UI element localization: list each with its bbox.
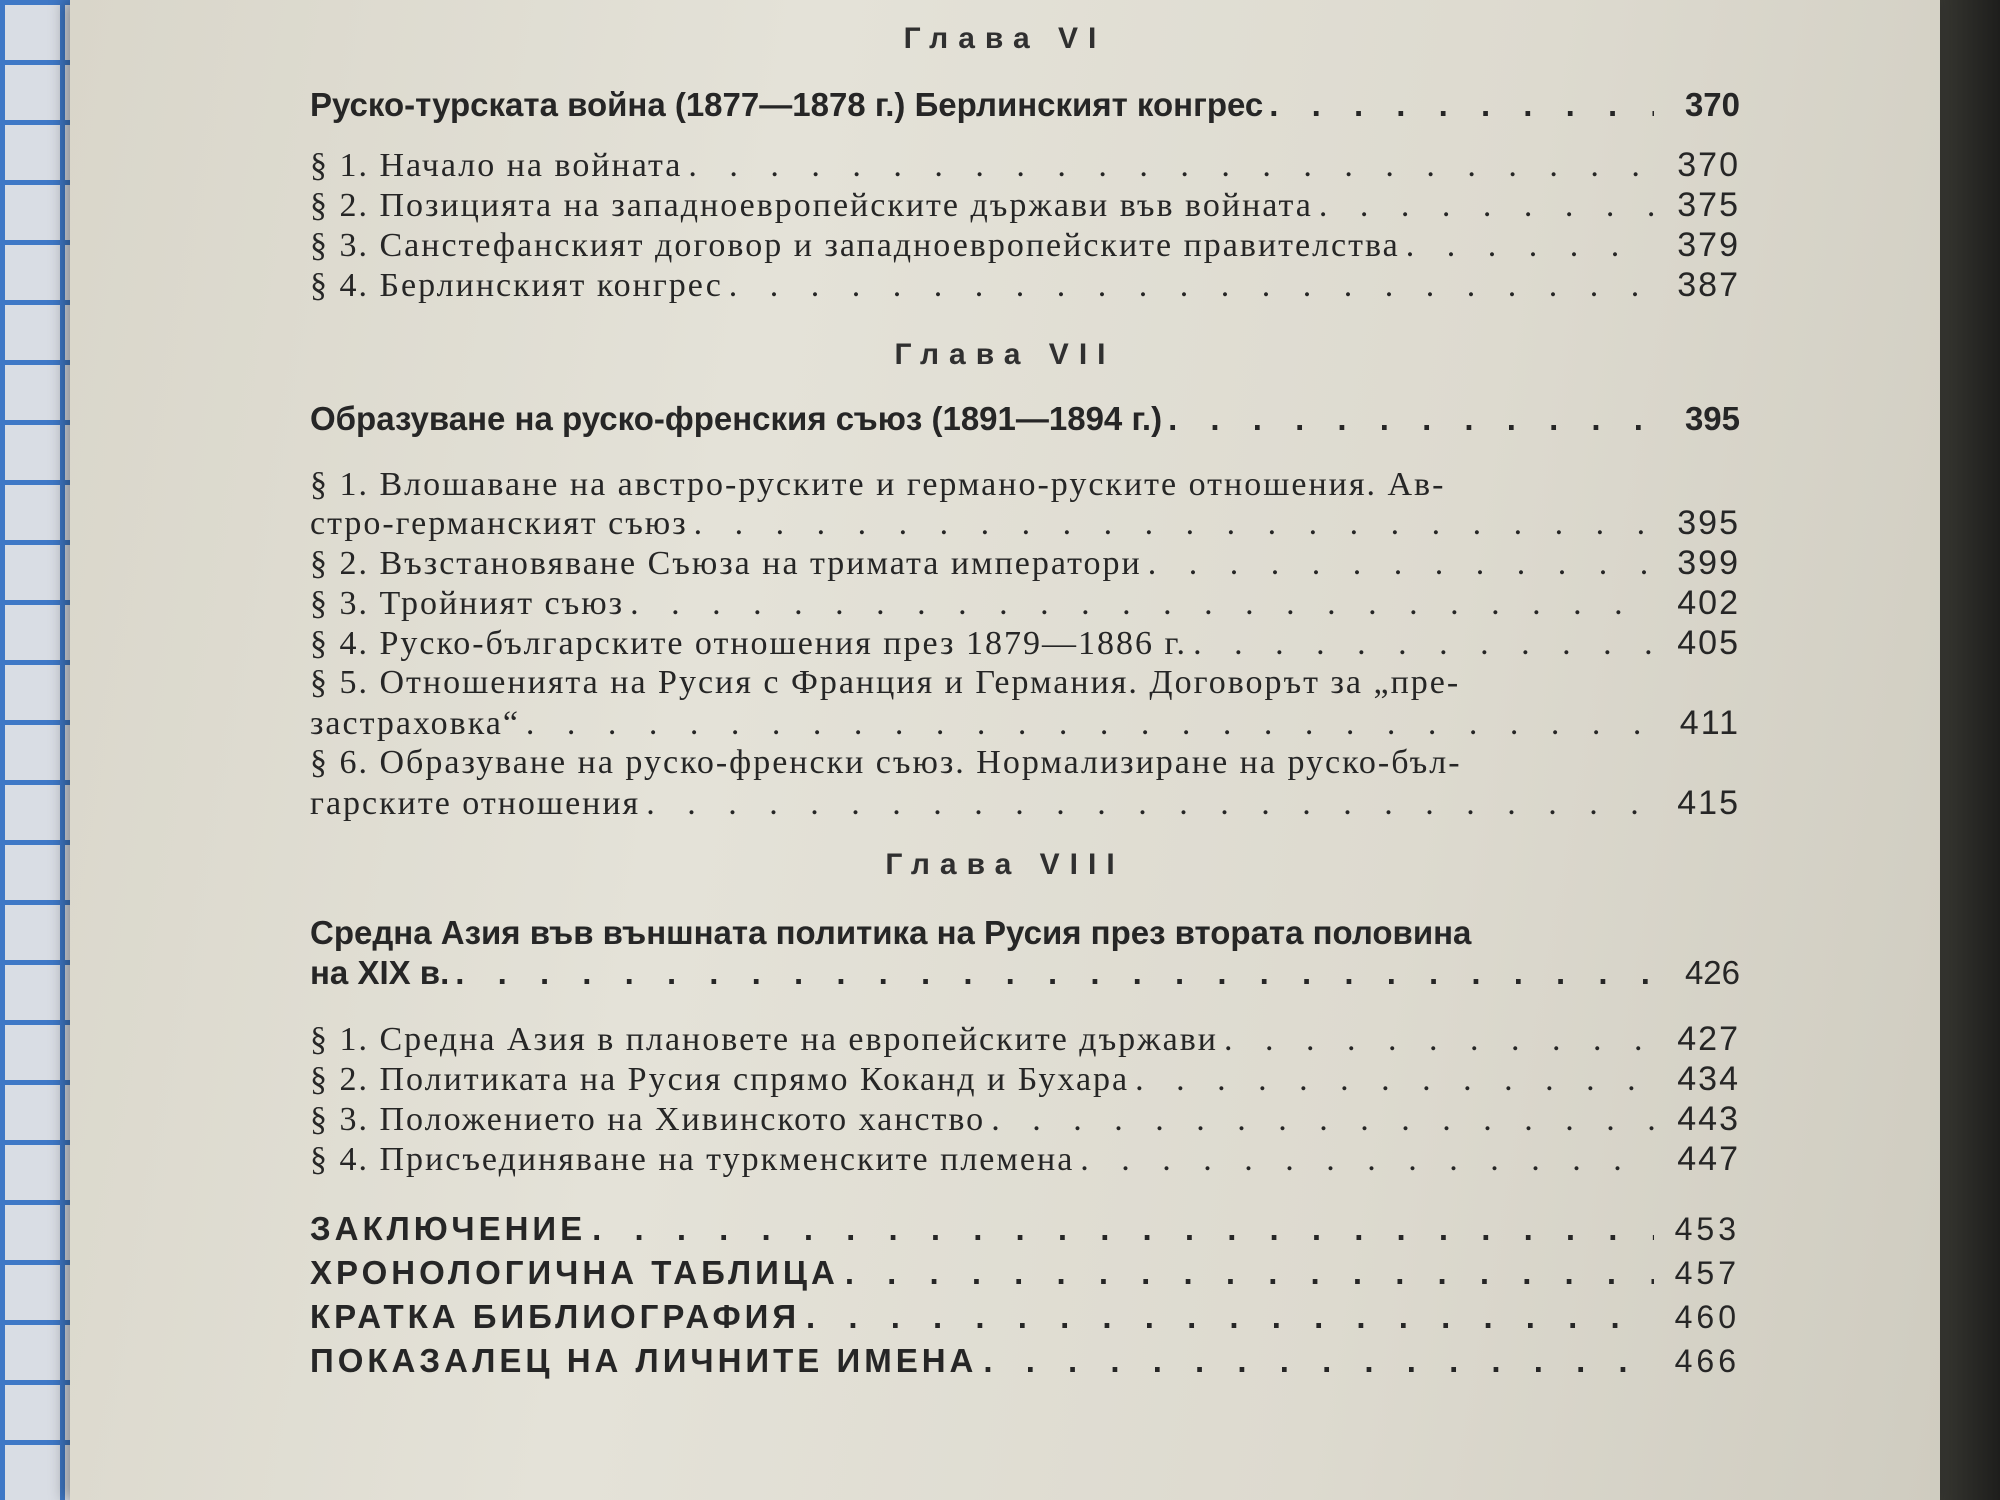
chapter-7-page: 395 (1684, 400, 1740, 437)
toc-entry: § 6. Образуване на руско-френски съюз. Нормализиране на руско-бъл- гарските отношения . . . 415 (310, 744, 1740, 824)
toc-entry: § 4. Присъединяване на туркменските племена . . . 447 (310, 1140, 1740, 1180)
chapter-8-title-line1: Средна Азия във външната политика на Русия през втората половина (310, 914, 1472, 951)
chapter-8-label: Глава VIII (885, 848, 1125, 881)
toc-entry: § 3. Тройният съюз . . . 402 (310, 584, 1740, 624)
toc-entry: § 1. Влошаване на австро-руските и германо-руските отношения. Ав- стро-германският съюз . . . 395 (310, 466, 1740, 544)
toc-entry: § 1. Средна Азия в плановете на европейските държави . . . 427 (310, 1020, 1740, 1060)
toc-entry-bibliography: КРАТКА БИБЛИОГРАФИЯ . . . 460 (310, 1298, 1740, 1342)
toc-entry: § 1. Начало на войната . . . 370 (310, 146, 1740, 186)
toc-entry: § 2. Политиката на Русия спрямо Коканд и Бухара . . . 434 (310, 1060, 1740, 1100)
chapter-6-page: 370 (1684, 86, 1740, 123)
toc-entry: § 3. Санстефанският договор и западноевропейските правителства . . . 379 (310, 226, 1740, 266)
book-edge (1930, 0, 2000, 1500)
toc-entry: § 4. Берлинският конгрес . . . 387 (310, 266, 1740, 306)
toc-entry: § 2. Позицията на западноевропейските държави във войната . . . 375 (310, 186, 1740, 226)
chapter-7-label: Глава VII (894, 338, 1116, 371)
back-matter (310, 1210, 1740, 1386)
chapter-6-sections (310, 146, 1740, 306)
toc-entry: § 2. Възстановяване Съюза на тримата императори . . . 399 (310, 544, 1740, 584)
book-page (70, 0, 1940, 1500)
toc-entry-conclusion: ЗАКЛЮЧЕНИЕ . . . 453 (310, 1210, 1740, 1254)
toc-entry: § 5. Отношенията на Русия с Франция и Германия. Договорът за „пре- застраховка“ . . . 411 (310, 664, 1740, 744)
toc-entry-index: ПОКАЗАЛЕЦ НА ЛИЧНИТЕ ИМЕНА . . . 466 (310, 1342, 1740, 1386)
chapter-6-heading (310, 86, 1740, 126)
toc-entry: § 3. Положението на Хивинското ханство . . . 443 (310, 1100, 1740, 1140)
chapter-8-heading (310, 914, 1740, 994)
chapter-8-sections (310, 1020, 1740, 1180)
chapter-6-label: Глава VI (903, 22, 1107, 55)
toc-entry: § 4. Руско-българските отношения през 1879—1886 г. . . . 405 (310, 624, 1740, 664)
chapter-6-title: Руско-турската война (1877—1878 г.) Берлинският конгрес (310, 86, 1264, 123)
toc-entry-chronology: ХРОНОЛОГИЧНА ТАБЛИЦА . . . 457 (310, 1254, 1740, 1298)
chapter-7-title: Образуване на руско-френския съюз (1891—1894 г.) (310, 400, 1163, 437)
chapter-7-sections (310, 466, 1740, 824)
chapter-8-title-line2: на XIX в. (310, 954, 450, 991)
chapter-8-page: 426 (1684, 954, 1740, 991)
chapter-7-heading (310, 400, 1740, 440)
